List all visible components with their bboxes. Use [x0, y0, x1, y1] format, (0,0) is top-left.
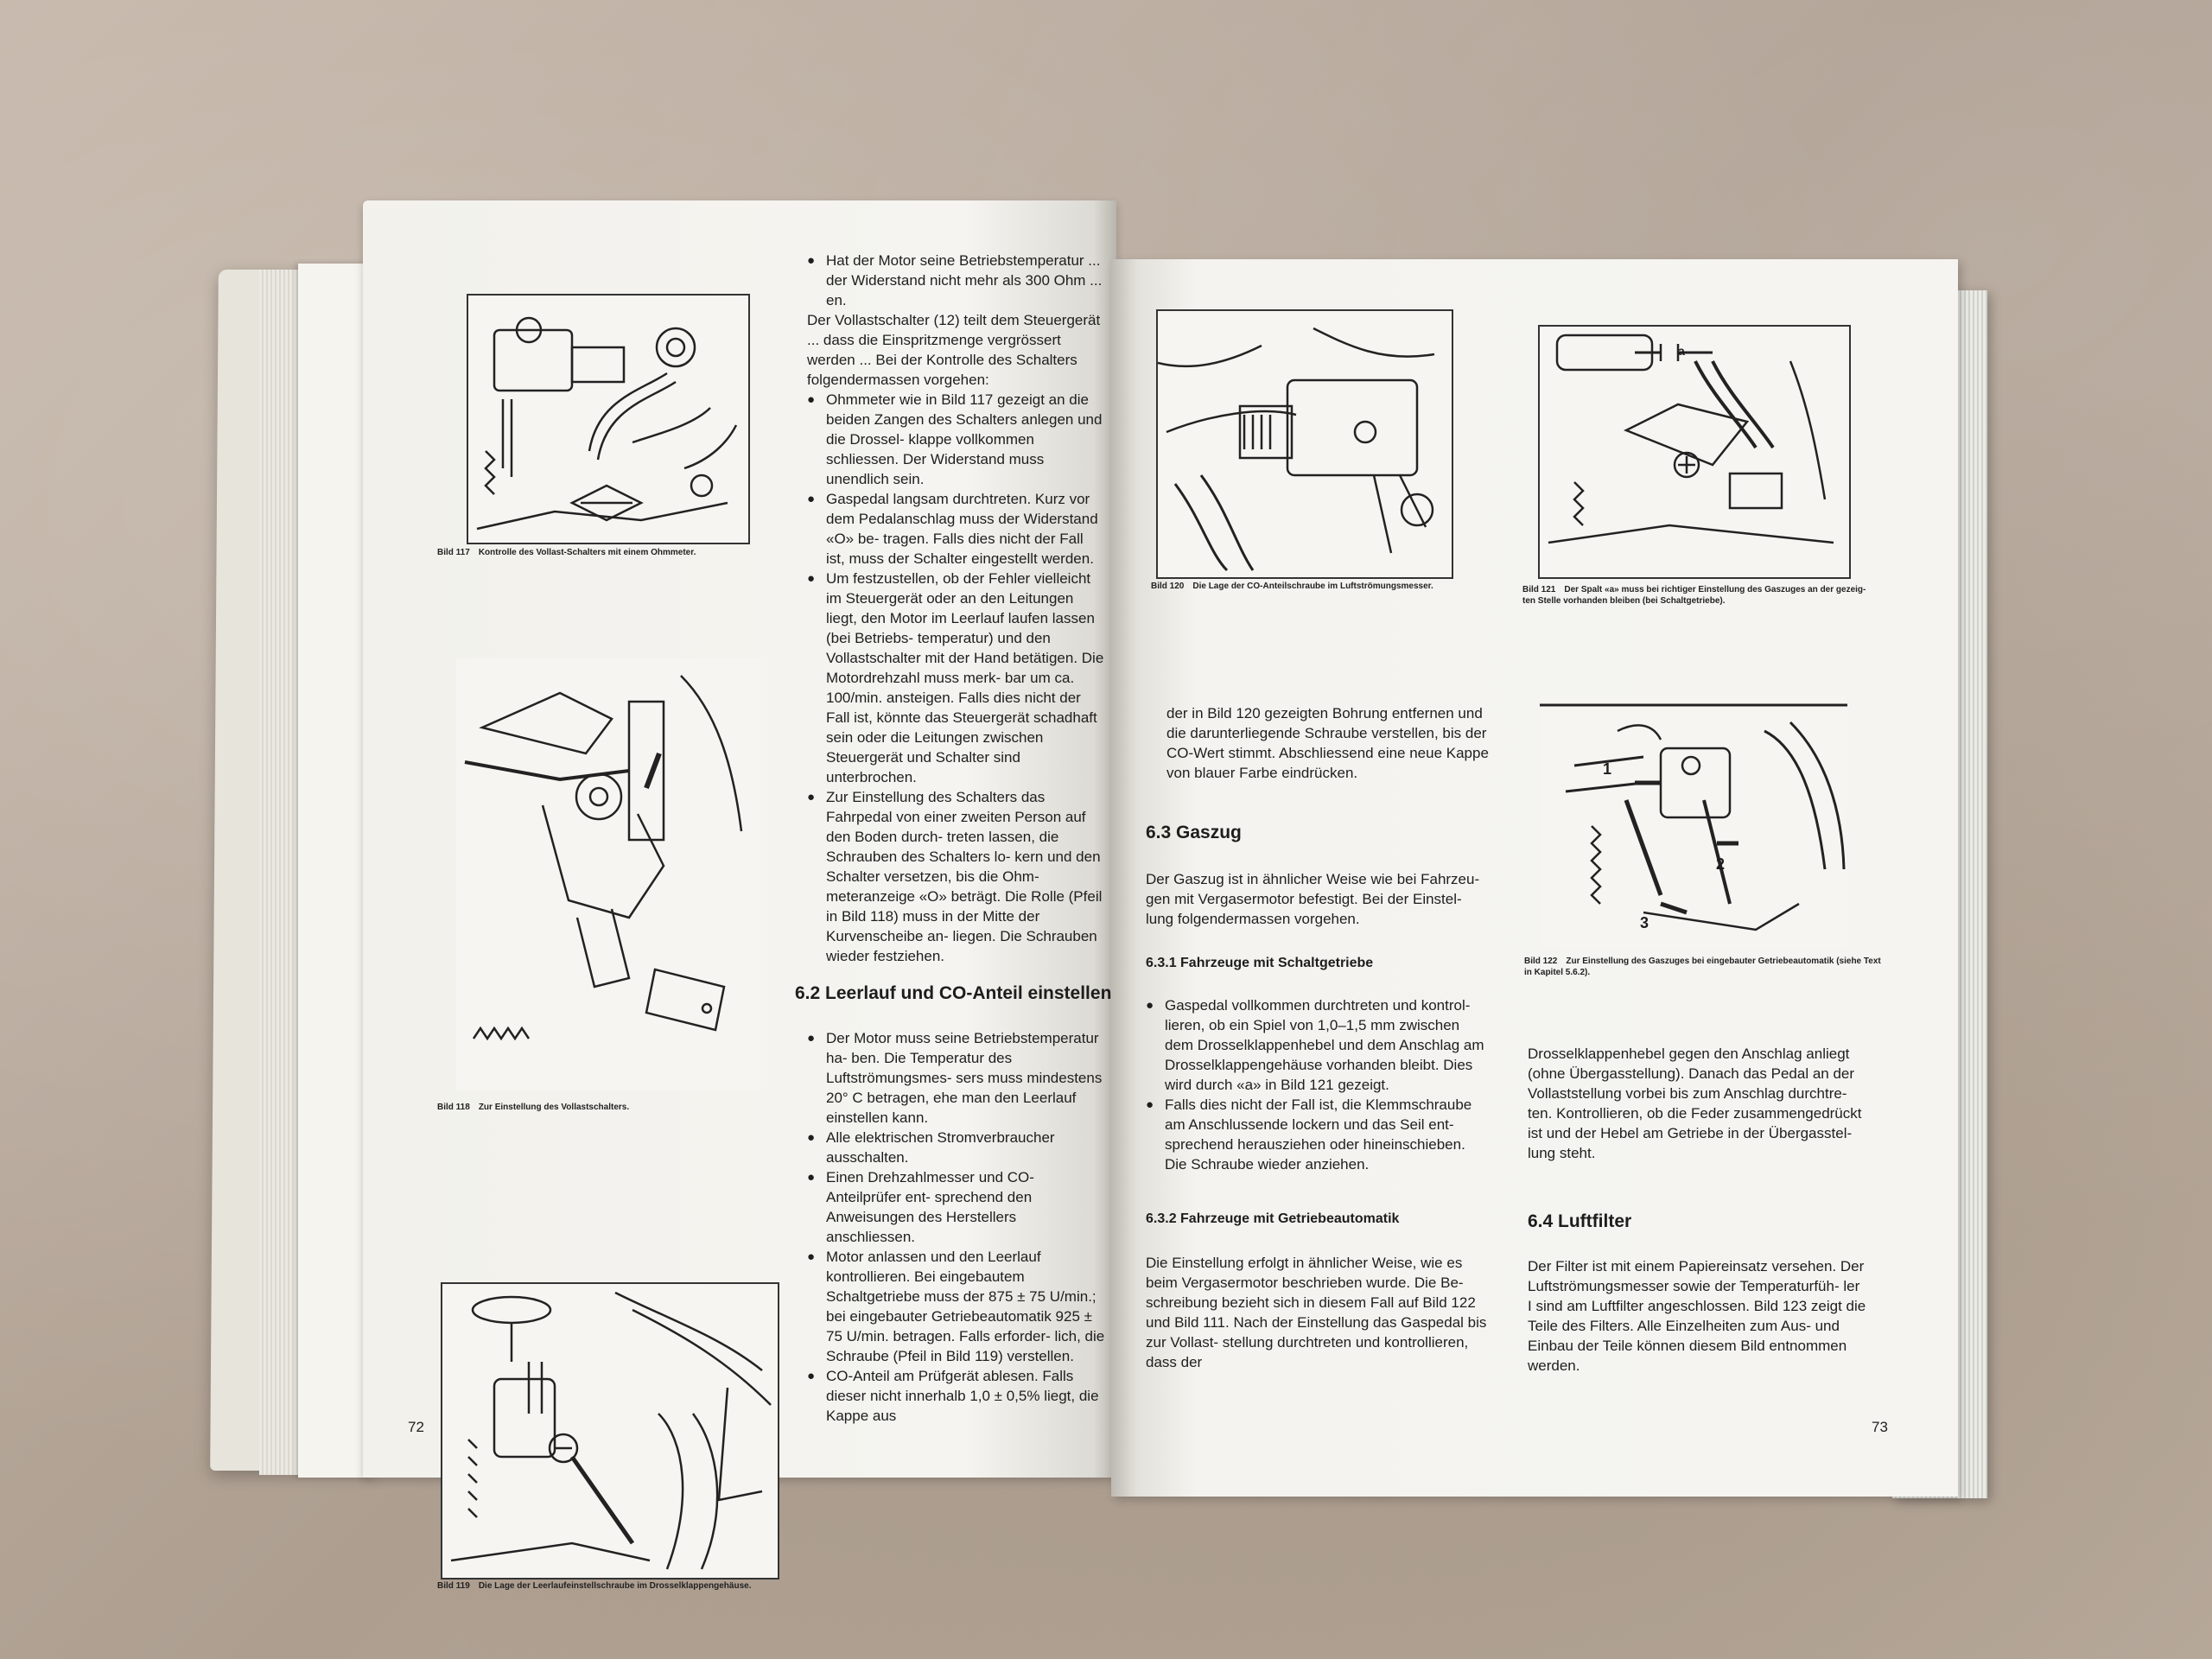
right-column-2-top: Drosselklappenhebel gegen den Anschlag anliegt (ohne Übergasstellung). Danach das Pedal an der Vollaststellung vorbei bis zum Anschlag durchtre- ten. Kontrollieren, ob die Feder zusammengedrückt ist und der Hebel am Getriebe in der Übergasstel- lung steht. [1528, 1046, 1862, 1161]
section-6-3-2-text: Die Einstellung erfolgt in ähnlicher Weise, wie es beim Vergasermotor beschrieben wurde. Die Be- schreibung bezieht sich in diesem Fall auf Bild 122 und Bild 111. Nach der Einstellung das Gaspedal bis zur Vollast- stellung durchtreten und kontrollieren, dass der [1146, 1255, 1487, 1370]
bullet-paragraph: ● Einen Drehzahlmesser und CO-Anteilprüfer ent- sprechend den Anweisungen des Herstellers anschliessen. [807, 1167, 1106, 1247]
figure-122-label-3: 3 [1640, 914, 1649, 931]
section-6-4-heading: 6.4 Luftfilter [1528, 1211, 1632, 1231]
figure-117-text: Kontrolle des Vollast-Schalters mit einem Ohmmeter. [478, 548, 696, 557]
figure-118-text: Zur Einstellung des Vollastschalters. [478, 1103, 630, 1112]
figure-122-caption [1524, 956, 1887, 978]
bullet-paragraph: ● CO-Anteil am Prüfgerät ablesen. Falls dieser nicht innerhalb 1,0 ± 0,5% liegt, die Kappe aus [807, 1366, 1106, 1426]
figure-120-text: Die Lage der CO-Anteilschraube im Luftströmungsmesser. [1192, 582, 1433, 591]
figure-119-caption [437, 1580, 817, 1592]
page-number-left: 72 [408, 1419, 424, 1435]
bullet-paragraph: ● Hat der Motor seine Betriebstemperatur ... der Widerstand nicht mehr als 300 Ohm ... en. [807, 251, 1106, 310]
figure-121-caption [1522, 584, 1877, 607]
bullet-paragraph: ● Alle elektrischen Stromverbraucher ausschalten. [807, 1128, 1106, 1167]
figure-119-text: Die Lage der Leerlaufeinstellschraube im Drosselklappengehäuse. [478, 1581, 752, 1591]
paragraph: Der Vollastschalter (12) teilt dem Steuergerät ... dass die Einspritzmenge vergrössert werden ... Bei der Kontrolle des Schalters folgendermassen vorgehen: [807, 312, 1101, 388]
figure-118-illustration [456, 658, 760, 1090]
figure-122-text: Zur Einstellung des Gaszuges bei eingebauter Getriebeautomatik (siehe Text in Kapitel 5.6.2). [1524, 957, 1881, 977]
figure-121-illustration [1538, 325, 1851, 579]
section-6-2-text [807, 1028, 1106, 1426]
bullet-paragraph: ● Falls dies nicht der Fall ist, die Klemmschraube am Anschlussende lockern und das Seil ent- sprechend herausziehen oder hineinschieben. Die Schraube wieder anziehen. [1146, 1095, 1491, 1174]
figure-119-number: Bild 119 [437, 1581, 470, 1591]
left-page-edge [298, 264, 372, 1478]
bullet-paragraph: ● Um festzustellen, ob der Fehler vielleicht im Steuergerät oder an den Leitungen liegt, den Motor im Leerlauf laufen lassen (bei Betriebs- temperatur) und den Vollastschalter mit der Hand betätigen. Die Motordrehzahl muss merk- bar um ca. 100/min. ansteigen. Falls dies nicht der Fall ist, könnte das Steuergerät schadhaft sein oder die Leitungen zwischen Steuergerät und Schalter sind unterbrochen. [807, 569, 1106, 787]
left-page [363, 200, 1116, 1591]
section-6-3-1-heading: 6.3.1 Fahrzeuge mit Schaltgetriebe [1146, 956, 1374, 970]
figure-120-number: Bild 120 [1151, 582, 1185, 591]
bullet-paragraph: ● Gaspedal vollkommen durchtreten und kontrol- lieren, ob ein Spiel von 1,0–1,5 mm zwischen dem Drosselklappenhebel und dem Anschlag am Drosselklappengehäuse vorhanden bleibt. Dies wird durch «a» in Bild 121 gezeigt. [1146, 995, 1491, 1095]
figure-121-number: Bild 121 [1522, 585, 1556, 594]
figure-119-illustration [441, 1282, 779, 1580]
section-6-3-1-text [1146, 995, 1491, 1174]
figure-117-illustration [467, 294, 750, 544]
bullet-paragraph: ● Der Motor muss seine Betriebstemperatur ha- ben. Die Temperatur des Luftströmungsmes- sers muss mindestens 20° C betragen, ehe man den Leerlauf einstellen kann. [807, 1028, 1106, 1128]
figure-117-caption [437, 547, 800, 558]
page-number-right: 73 [1872, 1419, 1888, 1435]
bullet-paragraph: ● Motor anlassen und den Leerlauf kontrollieren. Bei eingebautem Schaltgetriebe muss der 875 ± 75 U/min.; bei eingebauter Getriebeautomatik 925 ± 75 U/min. betragen. Falls erforder- lich, die Schraube (Pfeil in Bild 119) verstellen. [807, 1247, 1106, 1366]
figure-117-number: Bild 117 [437, 548, 470, 557]
right-page [1111, 259, 1958, 1497]
bullet-paragraph: ● Zur Einstellung des Schalters das Fahrpedal von einer zweiten Person auf den Boden durch- treten lassen, die Schrauben des Schalters lo- kern und den Schalter versetzen, bis die Ohm- meteranzeige «O» beträgt. Die Rolle (Pfeil in Bild 118) muss in der Mitte der Kurvenscheibe an- liegen. Die Schrauben wieder festziehen. [807, 787, 1106, 966]
figure-118-number: Bild 118 [437, 1103, 470, 1112]
figure-120-caption [1151, 581, 1514, 592]
section-6-3-heading: 6.3 Gaszug [1146, 823, 1242, 842]
bullet-paragraph: ● Ohmmeter wie in Bild 117 gezeigt an die beiden Zangen des Schalters anlegen und die Drossel- klappe vollkommen schliessen. Der Widerstand muss unendlich sein. [807, 390, 1106, 489]
figure-122-number: Bild 122 [1524, 957, 1558, 966]
section-6-4-text: Der Filter ist mit einem Papiereinsatz versehen. Der Luftströmungsmesser sowie der Temperaturfüh- ler I sind am Luftfilter angeschlossen. Bild 123 zeigt die Teile des Filters. Alle Einzelheiten zum Aus- und Einbau der Teile können diesem Bild entnommen werden. [1528, 1258, 1866, 1374]
section-6-2-heading: 6.2 Leerlauf und CO-Anteil einstellen [795, 983, 1112, 1003]
figure-120-illustration [1156, 309, 1453, 579]
figure-122-label-2: 2 [1716, 855, 1726, 873]
figure-121-gap-label: a [1678, 344, 1685, 358]
bullet-paragraph: ● Gaspedal langsam durchtreten. Kurz vor dem Pedalanschlag muss der Widerstand «O» be- tragen. Falls dies nicht der Fall ist, muss der Schalter eingestellt werden. [807, 489, 1106, 569]
section-6-3-2-heading: 6.3.2 Fahrzeuge mit Getriebeautomatik [1146, 1211, 1400, 1226]
figure-121-text: Der Spalt «a» muss bei richtiger Einstellung des Gaszuges an der gezeig- ten Stelle vorhanden bleiben (bei Schaltgetriebe). [1522, 585, 1866, 606]
section-6-3-text: Der Gaszug ist in ähnlicher Weise wie bei Fahrzeu- gen mit Vergasermotor befestigt. Bei der Einstel- lung folgendermassen vorgehen. [1146, 871, 1480, 927]
figure-118-caption [437, 1102, 800, 1113]
right-column-1-top: der in Bild 120 gezeigten Bohrung entfernen und die darunterliegende Schraube verstellen, bis der CO-Wert stimmt. Abschliessend eine neue Kappe von blauer Farbe eindrücken. [1166, 705, 1489, 781]
figure-122-illustration [1540, 696, 1847, 949]
left-column-text [807, 251, 1106, 966]
figure-122-label-1: 1 [1603, 760, 1612, 778]
